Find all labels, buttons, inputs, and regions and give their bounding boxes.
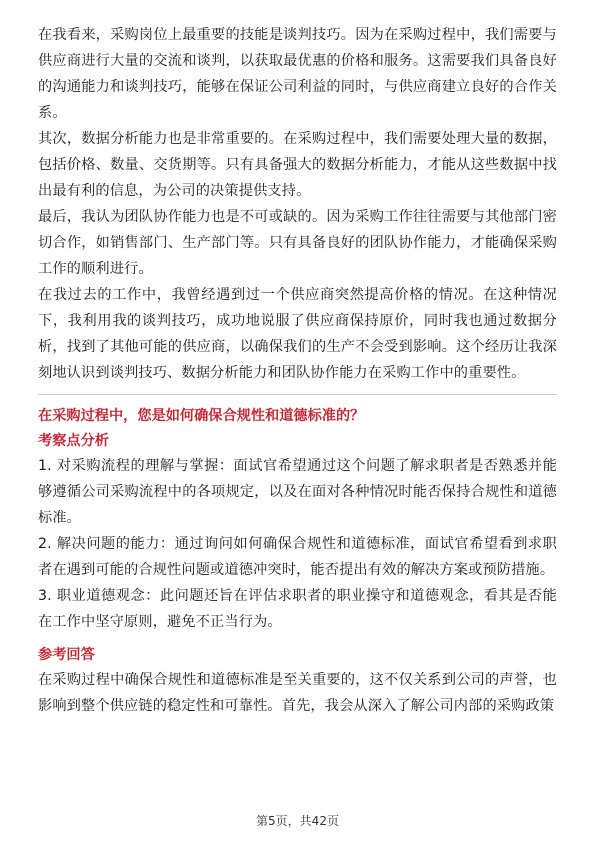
body-paragraph: 其次，数据分析能力也是非常重要的。在采购过程中，我们需要处理大量的数据，包括价格、数量、交货期等。只有具备强大的数据分析能力，才能从这些数据中找出最有利的信息，为公司的决策提供支持。	[38, 131, 557, 199]
analysis-heading: 考察点分析	[38, 433, 109, 449]
document-page	[38, 22, 557, 719]
page-footer: 第5页，共42页	[256, 814, 339, 828]
analysis-point: 1. 对采购流程的理解与掌握：面试官希望通过这个问题了解求职者是否熟悉并能够遵循公司采购流程中的各项规定，以及在面对各种情况时能否保持合规性和道德标准。	[38, 458, 557, 526]
analysis-point: 2. 解决问题的能力：通过询问如何确保合规性和道德标准，面试官希望看到求职者在遇到可能的合规性问题或道德冲突时，能否提出有效的解决方案或预防措施。	[38, 536, 557, 578]
analysis-point: 3. 职业道德观念：此问题还旨在评估求职者的职业操守和道德观念，看其是否能在工作中坚守原则，避免不正当行为。	[38, 588, 557, 630]
reference-heading: 参考回答	[38, 647, 95, 663]
reference-answer: 在采购过程中确保合规性和道德标准是至关重要的，这不仅关系到公司的声誉，也影响到整个供应链的稳定性和可靠性。首先，我会从深入了解公司内部的采购政策	[38, 672, 557, 714]
section-divider	[38, 394, 557, 395]
question-heading: 在采购过程中，您是如何确保合规性和道德标准的？	[38, 408, 365, 424]
body-paragraph: 在我过去的工作中，我曾经遇到过一个供应商突然提高价格的情况。在这种情况下，我利用我的谈判技巧，成功地说服了供应商保持原价，同时我也通过数据分析，找到了其他可能的供应商，以确保我们的生产不会受到影响。这个经历让我深刻地认识到谈判技巧、数据分析能力和团队协作能力在采购工作中的重要性。	[38, 287, 557, 381]
body-paragraph: 最后，我认为团队协作能力也是不可或缺的。因为采购工作往往需要与其他部门密切合作，如销售部门、生产部门等。只有具备良好的团队协作能力，才能确保采购工作的顺利进行。	[38, 209, 557, 277]
body-paragraph: 在我看来，采购岗位上最重要的技能是谈判技巧。因为在采购过程中，我们需要与供应商进行大量的交流和谈判，以获取最优惠的价格和服务。这需要我们具备良好的沟通能力和谈判技巧，能够在保证公司利益的同时，与供应商建立良好的合作关系。	[38, 27, 557, 121]
